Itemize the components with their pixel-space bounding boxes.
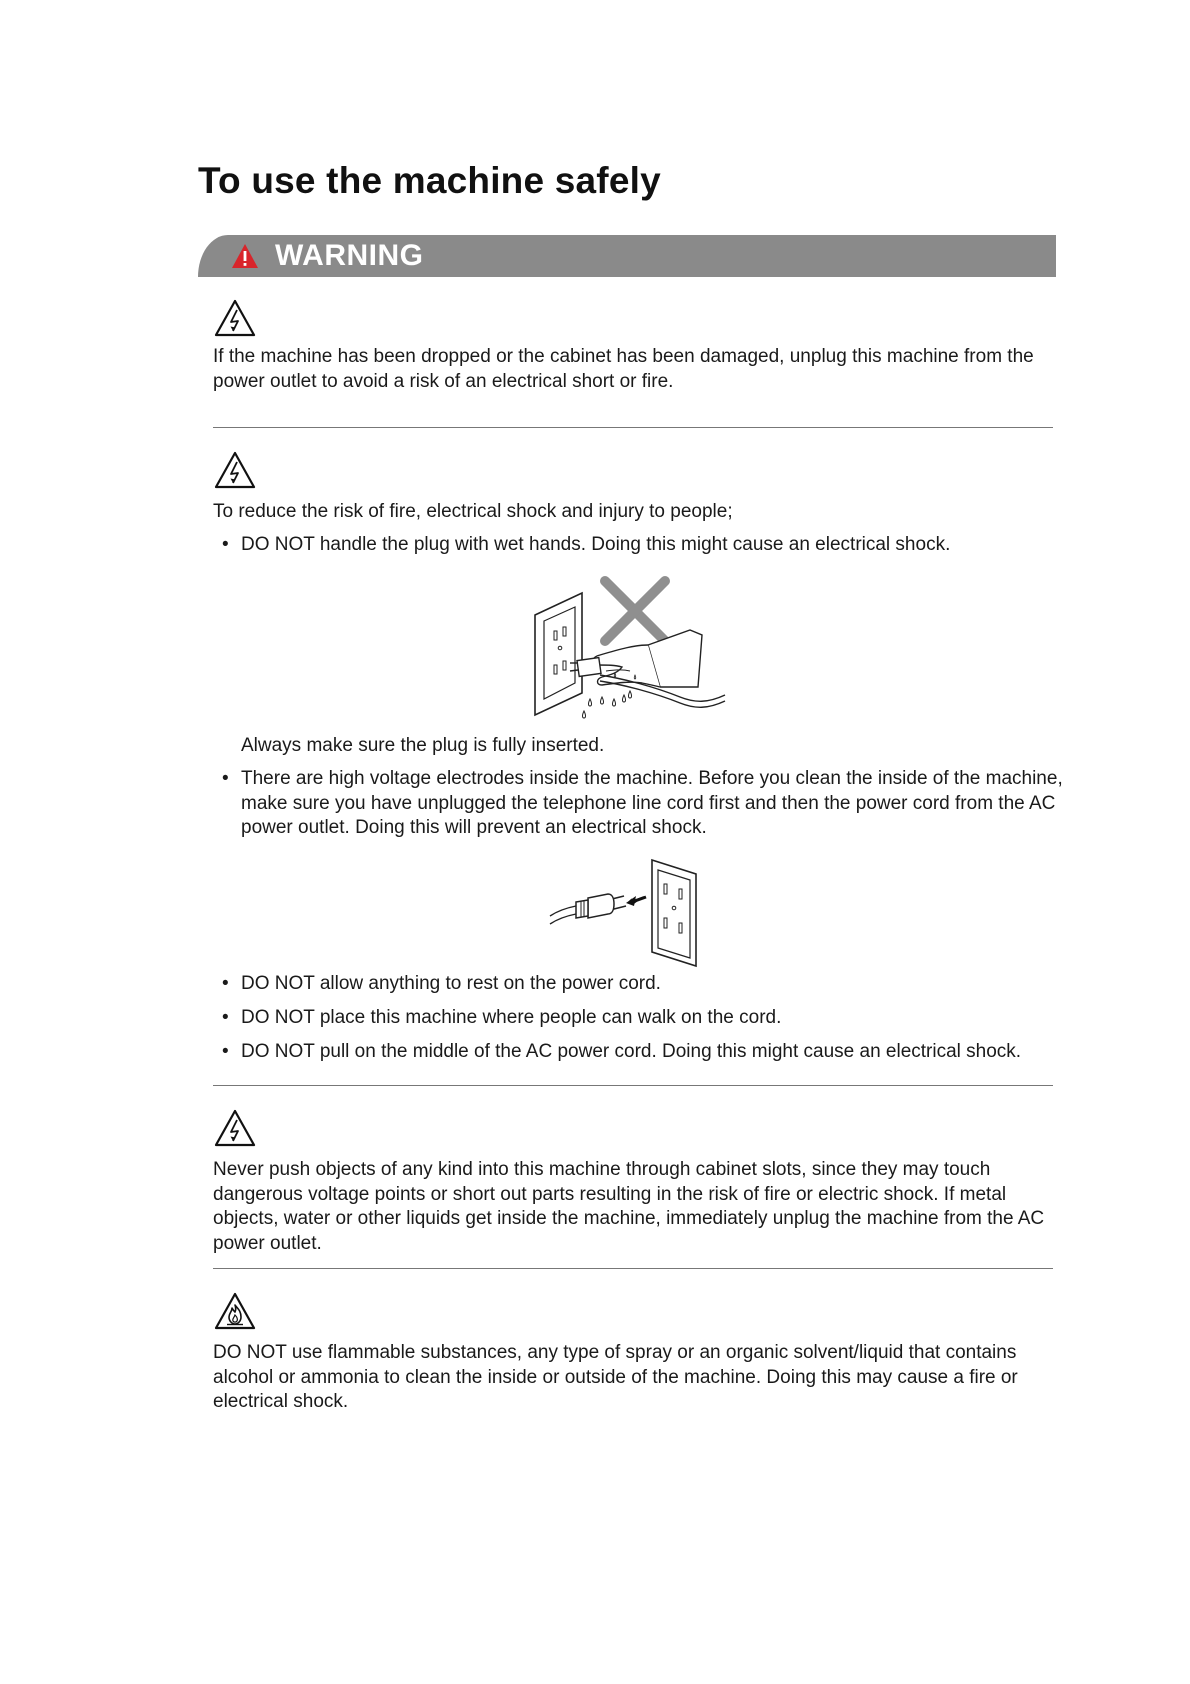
bullet-glyph: • (222, 768, 229, 789)
list-item: DO NOT handle the plug with wet hands. Doing this might cause an electrical shock. (241, 534, 951, 555)
section-4-text: DO NOT use flammable substances, any type of spray or an organic solvent/liquid that contains alcohol or ammonia to clean the inside or outside of the machine. Doing this may cause a fire or electrical shock. (213, 1342, 1018, 1412)
section-divider (213, 1085, 1053, 1086)
page-title: To use the machine safely (198, 160, 661, 201)
electrical-hazard-icon (214, 1109, 256, 1147)
bullet-glyph: • (222, 1041, 229, 1062)
fire-hazard-icon (214, 1292, 256, 1330)
list-item: DO NOT allow anything to rest on the power cord. (241, 973, 661, 994)
warning-triangle-icon (231, 243, 259, 269)
section-1-text: If the machine has been dropped or the cabinet has been damaged, unplug this machine from the power outlet to avoid a risk of an electrical short or fire. (213, 346, 1034, 392)
wet-hands-plug-illustration (530, 575, 730, 725)
bullet-glyph: • (222, 973, 229, 994)
list-item: DO NOT pull on the middle of the AC power cord. Doing this might cause an electrical shock. (241, 1041, 1022, 1062)
unplug-cord-illustration (548, 858, 698, 968)
bullet-glyph: • (222, 1007, 229, 1028)
electrical-hazard-icon (214, 299, 256, 337)
section-2-intro: To reduce the risk of fire, electrical shock and injury to people; (213, 501, 733, 522)
section-divider (213, 427, 1053, 428)
warning-banner (198, 235, 1056, 277)
warning-label: WARNING (275, 239, 424, 272)
followup-note: Always make sure the plug is fully inserted. (241, 735, 605, 756)
list-item: DO NOT place this machine where people can walk on the cord. (241, 1007, 782, 1028)
section-divider (213, 1268, 1053, 1269)
electrical-hazard-icon (214, 451, 256, 489)
bullet-glyph: • (222, 534, 229, 555)
list-item: There are high voltage electrodes inside the machine. Before you clean the inside of the machine, make sure you have unplugged the telephone line cord first and then the power cord from the AC power outlet. Doing this will prevent an electrical shock. (241, 768, 1063, 838)
section-3-text: Never push objects of any kind into this machine through cabinet slots, since they may touch dangerous voltage points or short out parts resulting in the risk of fire or electric shock. If metal objects, water or other liquids get inside the machine, immediately unplug the machine from the AC power outlet. (213, 1159, 1045, 1254)
